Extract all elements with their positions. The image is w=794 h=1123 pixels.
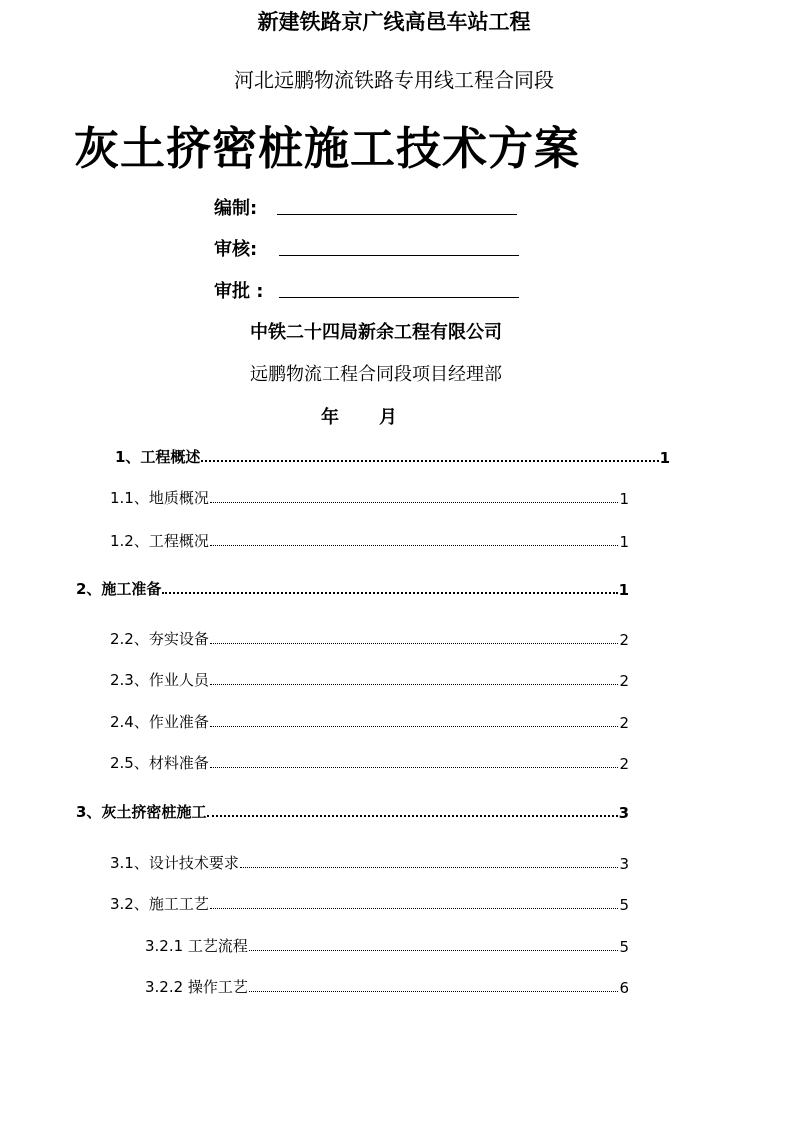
year-label: 年 — [321, 407, 339, 428]
toc-entry-page: 3 — [618, 804, 629, 822]
toc-entry-page: 2 — [619, 672, 629, 690]
toc-entry[interactable] — [110, 851, 629, 873]
toc-entry[interactable] — [110, 627, 629, 649]
toc-entry-title: 3.2.2 操作工艺 — [145, 978, 248, 996]
project-title: 新建铁路京广线高邑车站工程 — [257, 10, 531, 34]
toc-dot-leader — [210, 726, 619, 727]
toc-entry-page: 2 — [619, 631, 629, 649]
toc-entry[interactable] — [76, 577, 629, 599]
toc-dot-leader — [210, 502, 619, 503]
toc-dot-leader — [240, 867, 619, 868]
toc-entry[interactable] — [76, 800, 629, 822]
toc-entry[interactable] — [145, 975, 629, 997]
approve-signature-line — [279, 275, 519, 298]
toc-entry[interactable] — [115, 445, 670, 467]
toc-entry-title: 2.2、夯实设备 — [110, 630, 209, 648]
compile-signature-line — [277, 192, 517, 215]
toc-entry-page: 3 — [619, 855, 629, 873]
toc-entry[interactable] — [110, 892, 629, 914]
contract-section-title: 河北远鹏物流铁路专用线工程合同段 — [234, 68, 554, 92]
toc-entry-page: 1 — [618, 581, 629, 599]
toc-dot-leader — [162, 592, 617, 594]
toc-dot-leader — [210, 545, 619, 546]
toc-entry[interactable] — [110, 710, 629, 732]
toc-dot-leader — [249, 991, 619, 992]
toc-dot-leader — [210, 908, 619, 909]
toc-entry-page: 1 — [659, 449, 670, 467]
toc-entry-title: 3.2.1 工艺流程 — [145, 937, 248, 955]
compile-field — [214, 194, 257, 220]
toc-entry-page: 2 — [619, 714, 629, 732]
review-label: 审核: — [214, 239, 258, 260]
toc-entry[interactable] — [110, 751, 629, 773]
date-line — [321, 403, 397, 429]
toc-entry-page: 1 — [619, 490, 629, 508]
toc-entry-page: 2 — [619, 755, 629, 773]
month-label: 月 — [379, 407, 397, 428]
company-name: 中铁二十四局新余工程有限公司 — [250, 322, 502, 343]
review-signature-line — [279, 233, 519, 256]
toc-entry-title: 3、灰土挤密桩施工 — [76, 803, 207, 821]
approve-field — [214, 277, 263, 303]
toc-entry-page: 6 — [619, 979, 629, 997]
toc-entry-page: 1 — [619, 533, 629, 551]
toc-dot-leader — [201, 460, 658, 462]
toc-entry-title: 3.1、设计技术要求 — [110, 854, 239, 872]
toc-dot-leader — [249, 950, 619, 951]
compile-label: 编制: — [214, 198, 258, 219]
approve-label: 审批 : — [214, 281, 264, 302]
toc-entry-title: 2.3、作业人员 — [110, 671, 209, 689]
toc-dot-leader — [210, 767, 619, 768]
toc-entry-page: 5 — [619, 938, 629, 956]
toc-entry[interactable] — [110, 486, 629, 508]
toc-entry[interactable] — [110, 668, 629, 690]
toc-entry-title: 2.4、作业准备 — [110, 713, 209, 731]
toc-entry-page: 5 — [619, 896, 629, 914]
toc-entry-title: 1.2、工程概况 — [110, 532, 209, 550]
department-name: 远鹏物流工程合同段项目经理部 — [250, 364, 502, 385]
toc-dot-leader — [207, 815, 617, 817]
toc-entry-title: 2、施工准备 — [76, 580, 162, 598]
toc-entry-title: 3.2、施工工艺 — [110, 895, 209, 913]
toc-dot-leader — [210, 643, 619, 644]
toc-entry-title: 2.5、材料准备 — [110, 754, 209, 772]
toc-dot-leader — [210, 684, 619, 685]
document-title: 灰土挤密桩施工技术方案 — [74, 122, 581, 175]
toc-entry-title: 1、工程概述 — [115, 448, 201, 466]
toc-entry[interactable] — [110, 529, 629, 551]
review-field — [214, 235, 257, 261]
toc-entry-title: 1.1、地质概况 — [110, 489, 209, 507]
toc-entry[interactable] — [145, 934, 629, 956]
